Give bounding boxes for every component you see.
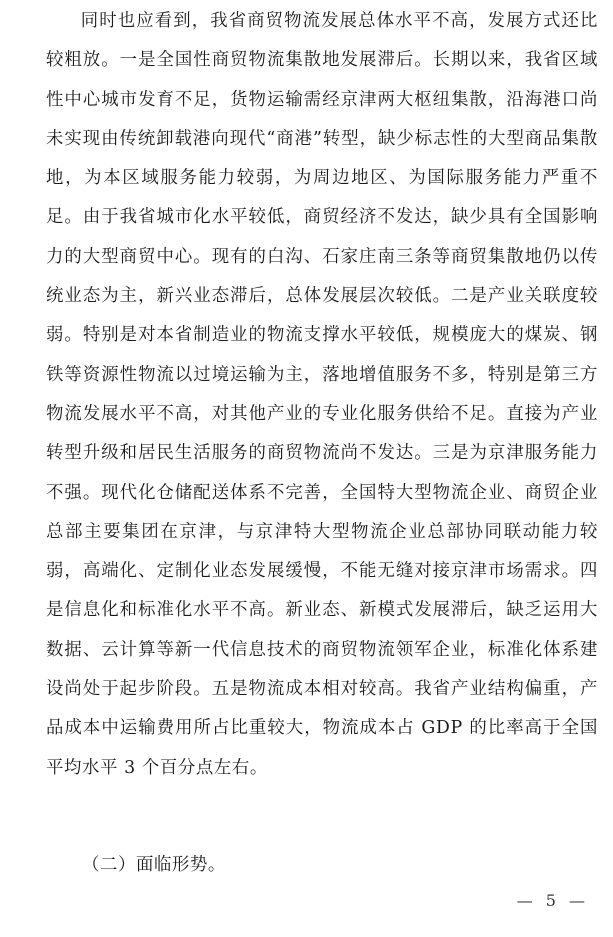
- body-paragraph: 同时也应看到，我省商贸物流发展总体水平不高，发展方式还比较粗放。一是全国性商贸物流集散地发展滞后。长期以来，我省区域性中心城市发育不足，货物运输需经京津两大枢纽集散，沿海港口尚未实现由传统卸载港向现代“商港”转型，缺少标志性的大型商品集散地，为本区域服务能力较弱，为周边地区、为国际服务能力严重不足。由于我省城市化水平较低，商贸经济不发达，缺少具有全国影响力的大型商贸中心。现有的白沟、石家庄南三条等商贸集散地仍以传统业态为主，新兴业态滞后，总体发展层次较低。二是产业关联度较弱。特别是对本省制造业的物流支撑水平较低，规模庞大的煤炭、钢铁等资源性物流以过境运输为主，落地增值服务不多，特别是第三方物流发展水平不高，对其他产业的专业化服务供给不足。直接为产业转型升级和居民生活服务的商贸物流尚不发达。三是为京津服务能力不强。现代化仓储配送体系不完善，全国特大型物流企业、商贸企业总部主要集团在京津，与京津特大型物流企业总部协同联动能力较弱，高端化、定制化业态发展缓慢，不能无缝对接京津市场需求。四是信息化和标准化水平不高。新业态、新模式发展滞后，缺乏运用大数据、云计算等新一代信息技术的商贸物流领军企业，标准化体系建设尚处于起步阶段。五是物流成本相对较高。我省产业结构偏重，产品成本中运输费用所占比重较大，物流成本占 GDP 的比率高于全国平均水平 3 个百分点左右。: [46, 11, 598, 778]
- page-number: — 5 —: [516, 891, 589, 910]
- section-subheading: （二）面临形势。: [82, 855, 226, 875]
